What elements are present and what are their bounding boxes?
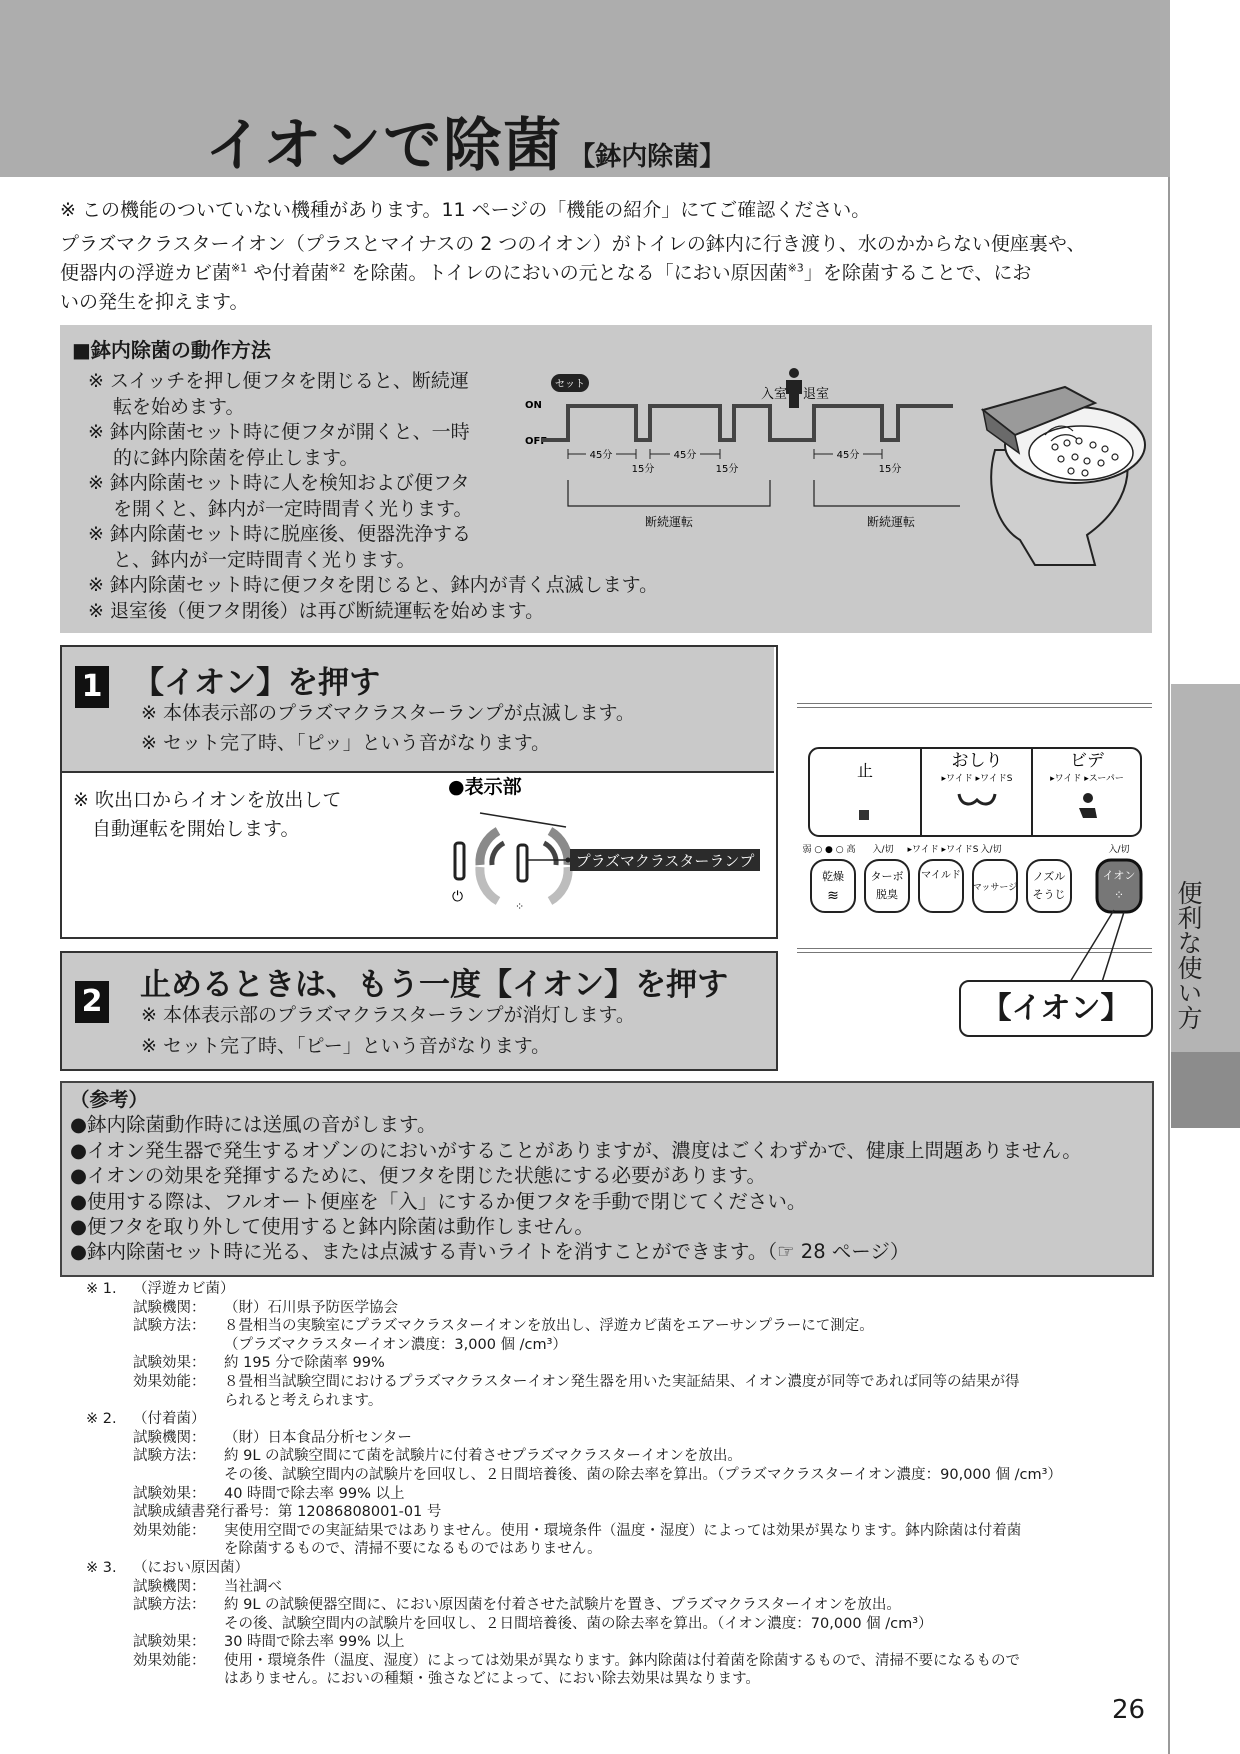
- operation-heading: ■鉢内除菌の動作方法: [72, 338, 271, 362]
- mild-button: [919, 860, 963, 912]
- footnote-row: 効果効能： 使用・環境条件（温度、湿度）によっては効果が異なります。鉢内除菌は付着菌を除菌するもので、清掃不要になるもので: [133, 1652, 1021, 1669]
- step-2-note-1: ※ 本体表示部のプラズマクラスターランプが消灯します。: [141, 1004, 635, 1026]
- footnote-row: 試験効果： 約 195 分で除菌率 99%: [133, 1355, 385, 1372]
- operation-line: を開くと、鉢内が一定時間青く光ります。: [88, 497, 473, 520]
- ion-dot-icon: ⁘: [515, 900, 525, 913]
- svg-text:乾燥: 乾燥: [822, 870, 844, 883]
- step-1-number: 1: [75, 666, 109, 708]
- footnote-row: その後、試験空間内の試験片を回収し、２日間培養後、菌の除去率を算出。（イオン濃度：70,000 個 /cm³）: [224, 1615, 933, 1632]
- svg-text:15分: 15分: [715, 464, 739, 475]
- button-row-labels: [802, 843, 1129, 855]
- right-divider: [1168, 177, 1170, 1754]
- reference-item: ●鉢内除菌動作時には送風の音がします。: [70, 1113, 437, 1137]
- svg-text:15分: 15分: [631, 464, 655, 475]
- step-1-body-2: 自動運転を開始します。: [73, 818, 300, 840]
- footnotes: [86, 1280, 1146, 1689]
- footnote-row: られると考えられます。: [224, 1392, 383, 1409]
- footnote-row: その後、試験空間内の試験片を回収し、２日間培養後、菌の除去率を算出。（プラズマクラスターイオン濃度：90,000 個 /cm³）: [224, 1466, 1062, 1483]
- footnote-row: 試験機関： 当社調べ: [133, 1578, 282, 1595]
- footnote-3-title: ※ 3. （におい原因菌）: [86, 1559, 249, 1576]
- turbo-deodorize-button: [865, 860, 909, 912]
- step-2-title: 止めるときは、もう一度【イオン】を押す: [140, 967, 729, 1003]
- footnote-1-title: ※ 1. （浮遊カビ菌）: [86, 1281, 235, 1297]
- on-label: ON: [525, 400, 542, 411]
- footnote-row: 試験効果： 30 時間で除去率 99% 以上: [133, 1634, 405, 1651]
- footnote-2-title: ※ 2. （付着菌）: [86, 1411, 206, 1428]
- dry-button: [811, 860, 855, 912]
- step-2-number: 2: [75, 981, 109, 1023]
- bracket-1: [568, 480, 770, 506]
- ion-button-callout: 【イオン】: [959, 980, 1153, 1037]
- title-main: イオンで除菌: [205, 111, 564, 179]
- reference-item: ●イオン発生器で発生するオゾンのにおいがすることがありますが、濃度はごくわずかで、健康上問題ありません。: [70, 1138, 1082, 1162]
- step-1-body-1: ※ 吹出口からイオンを放出して: [73, 789, 342, 811]
- operation-line: 転を始めます。: [88, 395, 245, 418]
- operation-line: ※ 鉢内除菌セット時に便フタを閉じると、鉢内が青く点滅します。: [88, 574, 659, 596]
- operation-line: ※ 鉢内除菌セット時に便フタが開くと、一時: [88, 421, 470, 443]
- bracket-label-2: 断続運転: [866, 515, 916, 529]
- svg-text:マッサージ: マッサージ: [972, 883, 1018, 893]
- enter-label: 入室: [761, 387, 788, 402]
- page-title: [205, 98, 725, 182]
- svg-text:イオン: イオン: [1102, 869, 1136, 882]
- footnote-row: 試験効果： 40 時間で除去率 99% 以上: [133, 1485, 405, 1502]
- footnote-row: 試験方法： 約 9L の試験便器空間に、におい原因菌を付着させた試験片を置き、プラズマクラスターイオンを放出。: [133, 1597, 901, 1614]
- step-1-note-2: ※ セット完了時、「ピッ」という音がなります。: [141, 732, 551, 754]
- footnote-row: 試験方法： 約 9L の試験空間にて菌を試験片に付着させプラズマクラスターイオンを放出。: [133, 1448, 742, 1465]
- bracket-2: [814, 480, 960, 506]
- side-tab-label: 便利な使い方: [1174, 880, 1203, 1030]
- on-off-waveform: [542, 406, 953, 440]
- operation-line: 的に鉢内除菌を停止します。: [88, 446, 359, 469]
- svg-text:入/切: 入/切: [980, 845, 1002, 855]
- operation-line: ※ 鉢内除菌セット時に人を検知および便フタ: [88, 472, 470, 494]
- lamp-callout-label: プラズマクラスターランプ: [575, 852, 755, 870]
- reference-item: ●イオンの効果を発揮するために、便フタを閉じた状態にする必要があります。: [70, 1164, 767, 1188]
- footnote-row: を除菌するもので、清掃不要になるものではありません。: [224, 1541, 602, 1558]
- person-icon: [786, 368, 802, 408]
- footnote-row: 試験方法： ８畳相当の実験室にプラズマクラスターイオンを放出し、浮遊カビ菌をエアーサンプラーにて測定。: [133, 1318, 874, 1335]
- operation-line: ※ 鉢内除菌セット時に脱座後、便器洗浄する: [88, 523, 471, 545]
- page-number: 26: [1112, 1695, 1146, 1725]
- operation-line: ※ 退室後（便フタ閉後）は再び断続運転を始めます。: [88, 599, 545, 622]
- reference-item: ●便フタを取り外して使用すると鉢内除菌は動作しません。: [70, 1215, 594, 1239]
- footnote-row: 効果効能： ８畳相当試験空間におけるプラズマクラスターイオン発生器を用いた実証結果、イオン濃度が同等であれば同等の結果が得: [133, 1373, 1020, 1390]
- footnote-ref-3: ※3: [787, 261, 804, 275]
- reference-item: ●使用する際は、フルオート便座を「入」にするか便フタを手動で閉じてください。: [70, 1189, 807, 1213]
- footnote-row: 試験機関： （財）日本食品分析センター: [133, 1429, 412, 1446]
- reference-item-link[interactable]: ●鉢内除菌セット時に光る、または点滅する青いライトを消すことができます。（☞ 28 ページ）: [70, 1240, 910, 1264]
- svg-text:弱 ○ ● ○ 高: 弱 ○ ● ○ 高: [802, 845, 856, 855]
- step-1-note-1: ※ 本体表示部のプラズマクラスターランプが点滅します。: [141, 702, 635, 724]
- side-tab-marker: [1171, 1052, 1240, 1128]
- intro-line-2: 便器内の浮遊カビ菌$^{※1}$ や付着菌$^{※2}$ を除菌。トイレのにおいの元となる「におい原因菌$^{※3}$」を除菌することで、にお: [60, 261, 1032, 284]
- set-badge: [551, 374, 589, 392]
- oshiri-label: おしり: [951, 751, 1003, 771]
- footnote-row: 試験機関： （財）石川県予防医学協会: [133, 1299, 398, 1316]
- svg-text:15分: 15分: [878, 464, 902, 475]
- svg-text:45分: 45分: [589, 450, 613, 461]
- svg-text:ノズル: ノズル: [1032, 870, 1066, 883]
- duration-marks: [568, 448, 901, 475]
- svg-text:⁘: ⁘: [1113, 888, 1125, 902]
- massage-button: [973, 860, 1017, 912]
- svg-text:そうじ: そうじ: [1032, 888, 1066, 901]
- svg-text:▸ワイド ▸ワイドS: ▸ワイド ▸ワイドS: [907, 845, 979, 855]
- svg-text:脱臭: 脱臭: [876, 888, 898, 901]
- oshiri-sub-label: ▸ワイド ▸ワイドS: [941, 774, 1013, 784]
- svg-text:入/切: 入/切: [1108, 845, 1130, 855]
- stop-label: 止: [856, 761, 874, 780]
- timing-diagram: [520, 368, 960, 538]
- stop-square-icon: [859, 810, 869, 820]
- intro-paragraph: [60, 230, 1160, 317]
- svg-text:45分: 45分: [673, 450, 697, 461]
- svg-text:ターボ: ターボ: [870, 870, 904, 883]
- svg-text:入/切: 入/切: [872, 845, 894, 855]
- footnote-ref-2: ※2: [329, 261, 346, 275]
- footnote-row: 試験成績書発行番号：第 12086808001-01 号: [133, 1504, 442, 1521]
- svg-text:マイルド: マイルド: [921, 870, 961, 881]
- reference-content: [70, 1087, 1082, 1265]
- svg-text:45分: 45分: [836, 450, 860, 461]
- svg-text:≋: ≋: [827, 888, 839, 904]
- footnote-row: はありません。においの種類・強さなどによって、におい除去効果は異なります。: [224, 1671, 760, 1688]
- intro-line-1: プラズマクラスターイオン（プラスとマイナスの 2 つのイオン）がトイレの鉢内に行き渡り、水のかからない便座裏や、: [60, 233, 1086, 255]
- display-panel-diagram: [440, 775, 770, 925]
- intro-line-3: いの発生を抑えます。: [60, 291, 249, 313]
- availability-note: ※ この機能のついていない機種があります。11 ページの「機能の紹介」にてご確認ください。: [60, 199, 871, 221]
- reference-heading: （参考）: [70, 1088, 149, 1111]
- display-heading: ●表示部: [448, 776, 522, 798]
- toilet-illustration: [975, 375, 1150, 570]
- bidet-label: ビデ: [1070, 751, 1104, 771]
- footnote-row: 効果効能： 実使用空間での実証結果ではありません。使用・環境条件（温度・湿度）によっては効果が異なります。鉢内除菌は付着菌: [133, 1522, 1022, 1539]
- display-lamp-left: [455, 843, 464, 879]
- remote-control-panel: [795, 700, 1155, 930]
- step-2-note-2: ※ セット完了時、「ピー」という音がなります。: [141, 1035, 551, 1057]
- operation-line: ※ スイッチを押し便フタを閉じると、断続運: [88, 370, 469, 392]
- plasmacluster-lamp: [518, 845, 527, 881]
- off-label: OFF: [525, 436, 548, 447]
- footnote-ref-1: ※1: [231, 261, 248, 275]
- exit-label: 退室: [803, 387, 830, 402]
- callout-pointer: [1030, 900, 1130, 984]
- svg-text:セット: セット: [555, 379, 585, 390]
- step-1-title: 【イオン】を押す: [133, 665, 381, 701]
- operation-line: と、鉢内が一定時間青く光ります。: [88, 548, 416, 571]
- bidet-sub-label: ▸ワイド ▸スーパー: [1050, 774, 1124, 784]
- bracket-label-1: 断続運転: [644, 515, 694, 529]
- footnote-row: （プラズマクラスターイオン濃度：3,000 個 /cm³）: [224, 1336, 567, 1353]
- title-subtitle: 【鉢内除菌】: [569, 142, 726, 172]
- power-icon: ⏻: [452, 889, 464, 905]
